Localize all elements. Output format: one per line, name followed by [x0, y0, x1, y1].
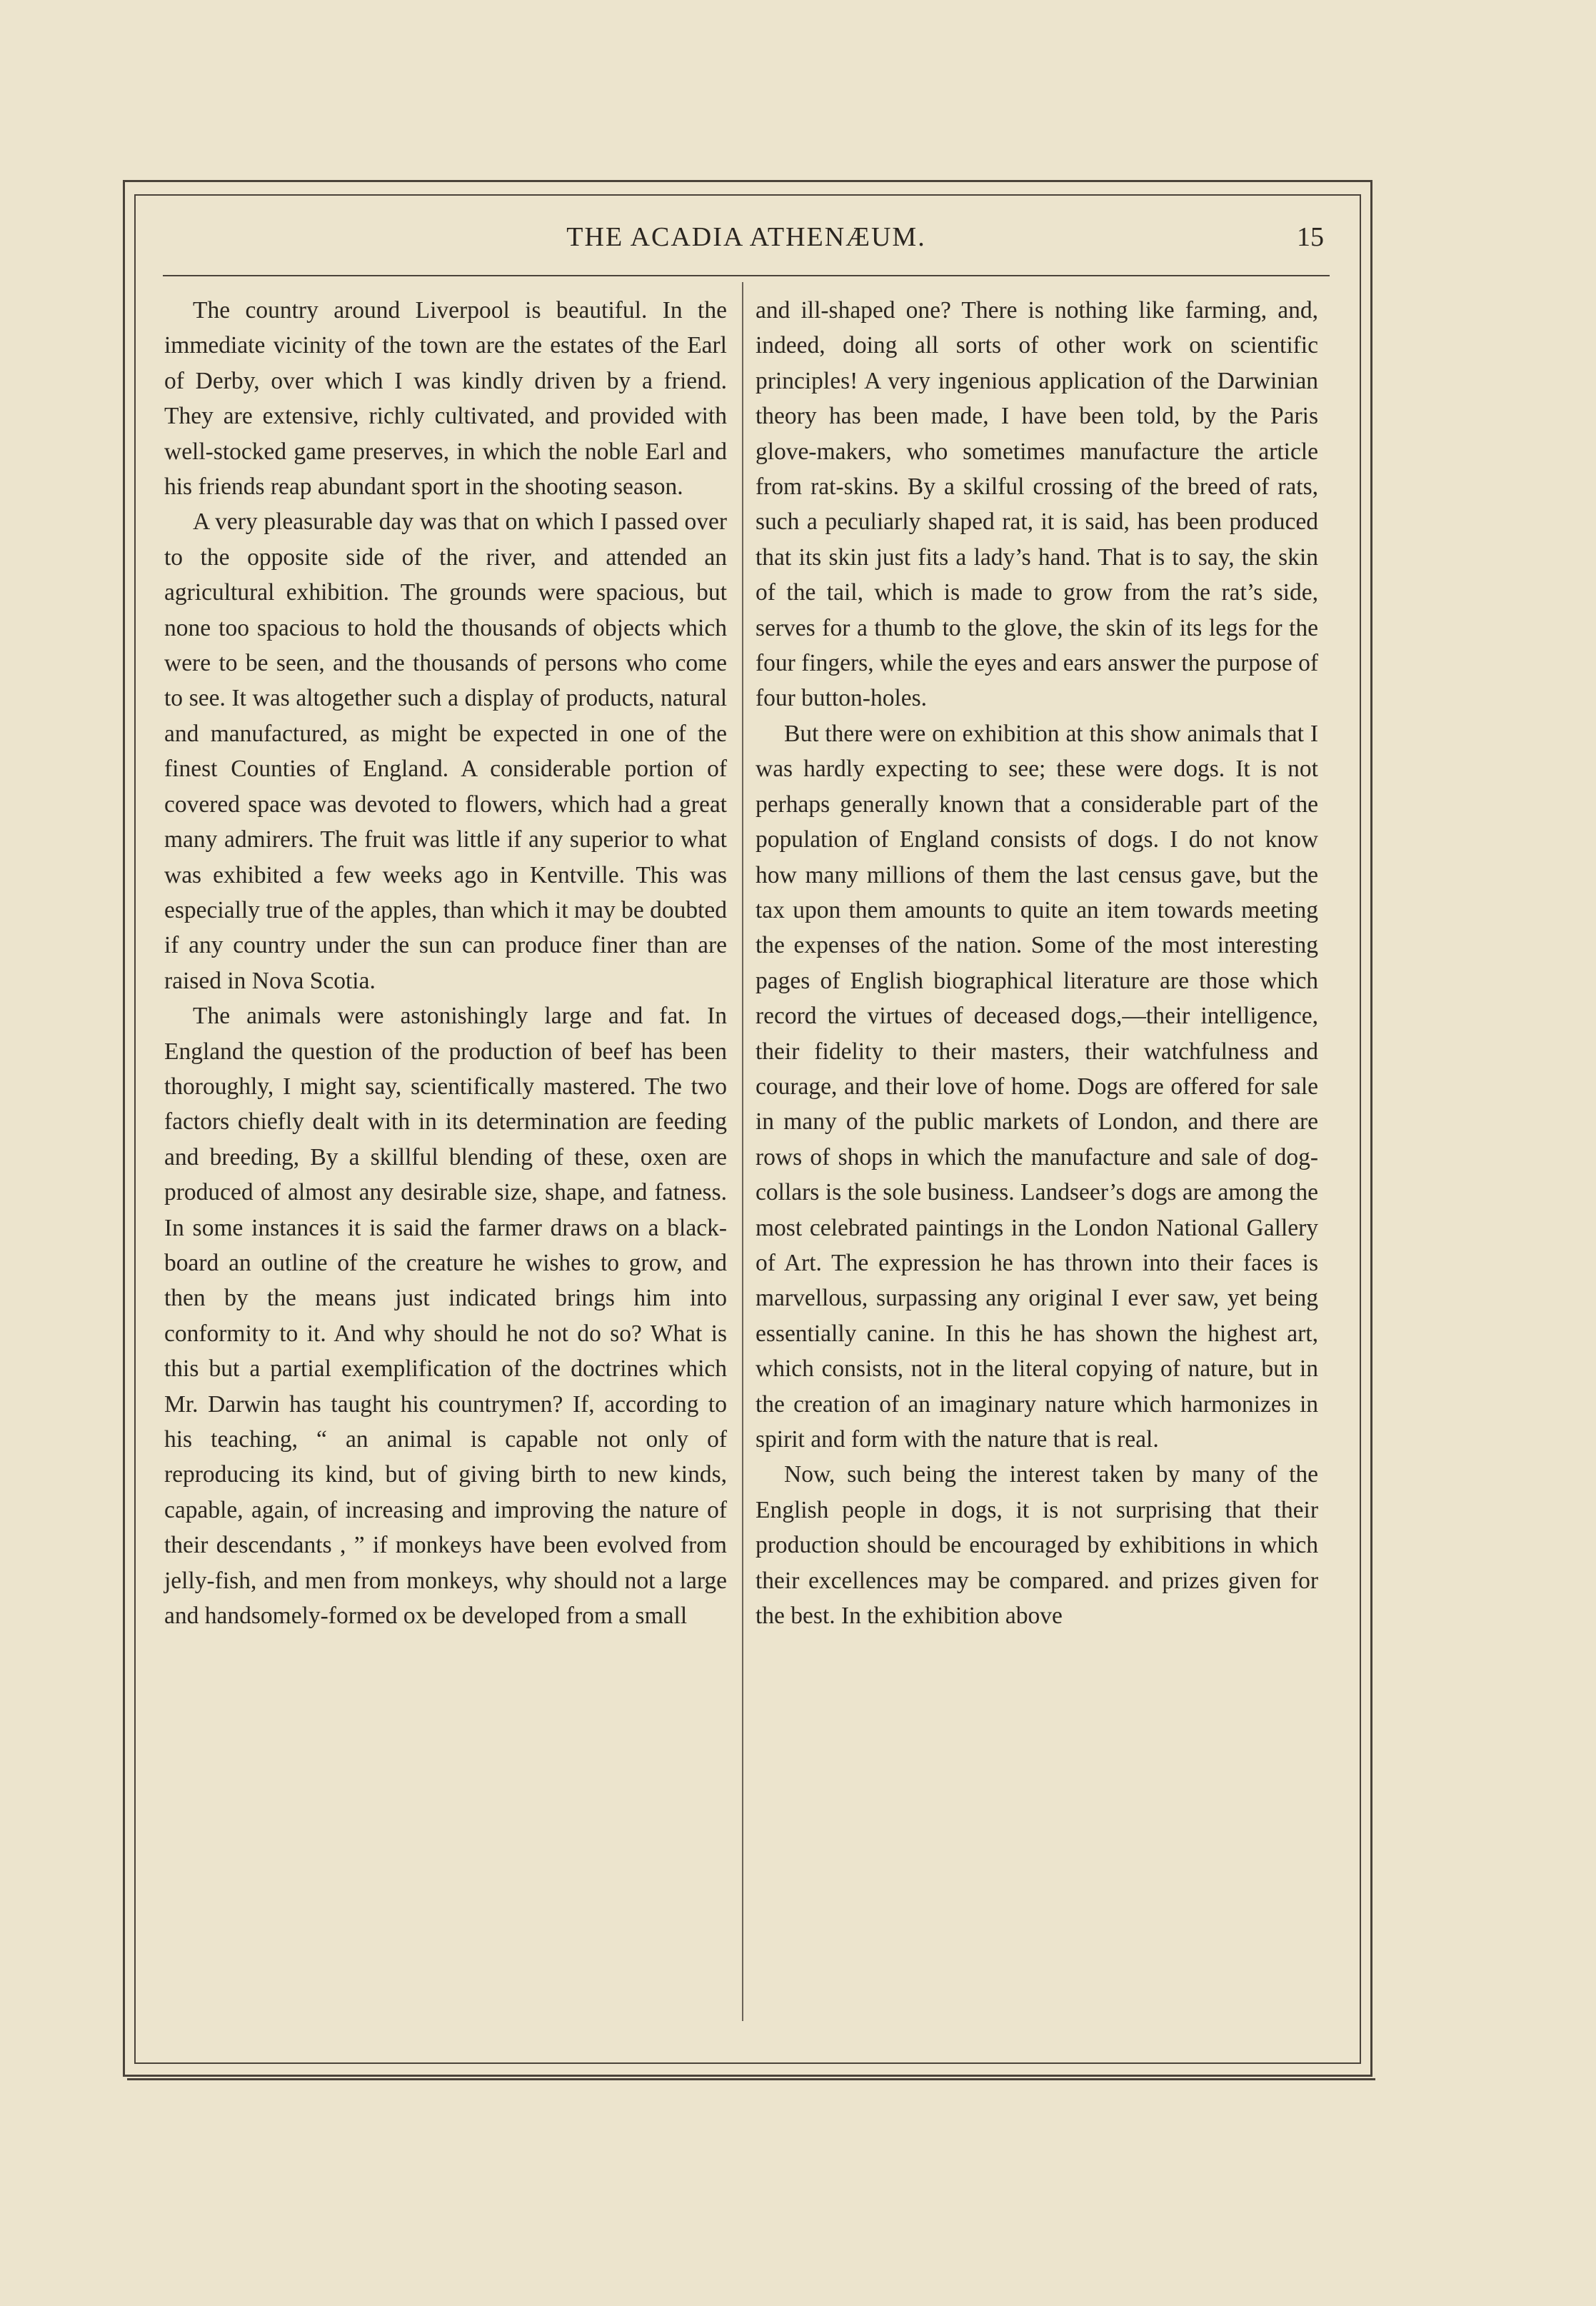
- right-column: [756, 293, 1318, 1633]
- paragraph: The animals were astonishingly large and fat. In England the question of the production of beef has been thoroughly, I might say, scientifically mastered. The two factors chiefly dealt with in its determination are feeding and breeding, By a skillful blending of these, oxen are produced of almost any desirable size, shape, and fatness. In some instances it is said the farmer draws on a black-board an outline of the creature he wishes to grow, and then by the means just indicated brings him into conformity to it. And why should he not do so? What is this but a partial exemplification of the doctrines which Mr. Darwin has taught his countrymen? If, according to his teaching, “ an animal is capable not only of reproducing its kind, but of giving birth to new kinds, capable, again, of increasing and improving the nature of their descendants , ” if monkeys have been evolved from jelly-fish, and men from monkeys, why should not a large and handsomely-formed ox be developed from a small: [164, 1003, 727, 1630]
- left-column: [164, 293, 727, 1633]
- paragraph: The country around Liverpool is beautiful. In the immediate vicinity of the town are the estates of the Earl of Derby, over which I was kindly driven by a friend. They are extensive, richly cultivated, and provided with well-stocked game preserves, in which the noble Earl and his friends reap abundant sport in the shooting season.: [164, 297, 727, 501]
- paragraph-continued: and ill-shaped one? There is nothing like farming, and, indeed, doing all sorts of other work on scientific principles! A very ingenious application of the Darwinian theory has been made, I have been told, by the Paris glove-makers, who sometimes manufacture the article from rat-skins. By a skilful crossing of the breed of rats, such a peculiarly shaped rat, it is said, has been produced that its skin just fits a lady’s hand. That is to say, the skin of the tail, which is made to grow from the rat’s side, serves for a thumb to the glove, the skin of its legs for the four fingers, while the eyes and ears answer the purpose of four button-holes.: [756, 297, 1318, 712]
- page-base-rule: [127, 2078, 1375, 2080]
- page-number: 15: [1297, 222, 1324, 252]
- running-header: [163, 216, 1330, 266]
- journal-title: THE ACADIA ATHENÆUM.: [566, 222, 926, 252]
- paragraph: But there were on exhibition at this show animals that I was hardly expecting to see; these were dogs. It is not perhaps generally known that a considerable part of the population of England consists of dogs. I do not know how many millions of them the last census gave, but the tax upon them amounts to quite an item towards meeting the expenses of the nation. Some of the most interesting pages of English biographical literature are those which record the virtues of deceased dogs,—their intelligence, their fidelity to their masters, their watchfulness and courage, and their love of home. Dogs are offered for sale in many of the public markets of London, and there are rows of shops in which the manufacture and sale of dog-collars is the sole business. Landseer’s dogs are among the most celebrated paintings in the London National Gallery of Art. The expression he has thrown into their faces is marvellous, surpassing any original I ever saw, yet being essentially canine. In this he has shown the highest art, which consists, not in the literal copying of nature, but in the creation of an imaginary nature which harmonizes in spirit and form with the nature that is real.: [756, 720, 1318, 1453]
- column-divider: [742, 282, 743, 2021]
- header-rule: [163, 275, 1330, 276]
- paragraph: Now, such being the interest taken by many of the English people in dogs, it is not surprising that their production should be encouraged by exhibitions in which their excellences may be compared. and prizes given for the best. In the exhibition above: [756, 1461, 1318, 1630]
- paragraph: A very pleasurable day was that on which I passed over to the opposite side of the river, and attended an agricultural exhibition. The grounds were spacious, but none too spacious to hold the thousands of objects which were to be seen, and the thousands of persons who come to see. It was altogether such a display of products, natural and manufactured, as might be expected in one of the finest Counties of England. A considerable portion of covered space was devoted to flowers, which had a great many admirers. The fruit was little if any superior to what was exhibited a few weeks ago in Kentville. This was especially true of the apples, than which it may be doubted if any country under the sun can produce finer than are raised in Nova Scotia.: [164, 508, 727, 994]
